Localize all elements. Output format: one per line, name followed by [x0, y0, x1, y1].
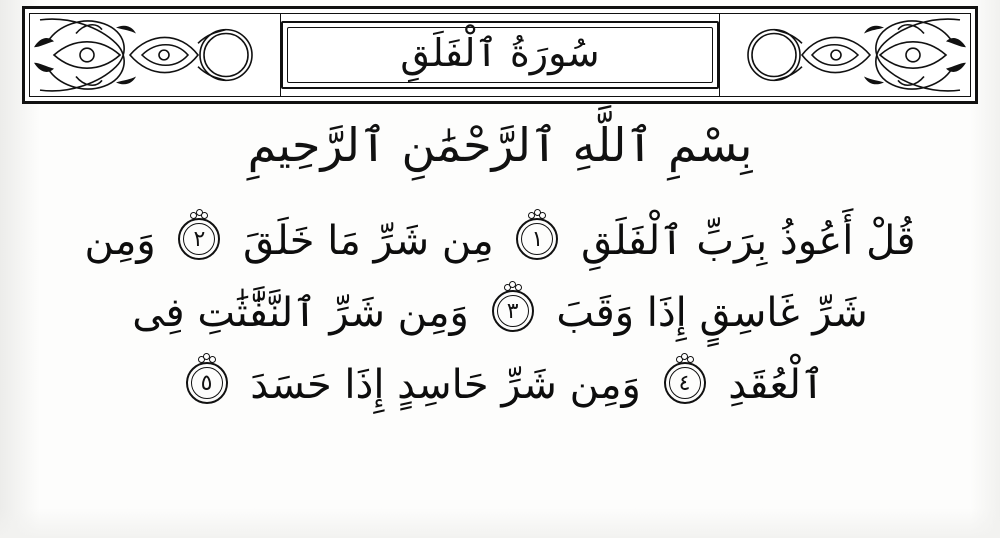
page-edge-shading-bottom [0, 508, 1000, 538]
ayah-text: مِن شَرِّ مَا خَلَقَ [243, 218, 494, 264]
ayah-number: ١ [531, 227, 544, 252]
ayah-number-medallion [186, 362, 228, 404]
ayah-text: وَمِن [84, 218, 156, 264]
ayah-number: ٣ [506, 299, 519, 324]
surah-header-inner-frame [29, 13, 971, 97]
ayah-number-medallion [492, 290, 534, 332]
ayah-number-medallion [516, 218, 558, 260]
ayah-number: ٥ [200, 371, 213, 396]
ayah-number-medallion [664, 362, 706, 404]
ayah-line-2 [38, 277, 962, 349]
ayah-number: ٢ [193, 227, 206, 252]
surah-header-banner [22, 6, 978, 104]
surah-title-plate [281, 21, 719, 89]
ayah-text: ٱلْعُقَدِ [728, 362, 825, 408]
ayah-line-3 [38, 349, 962, 421]
ayah-text: شَرِّ غَاسِقٍ إِذَا وَقَبَ [556, 290, 868, 336]
ayah-text: وَمِن شَرِّ ٱلنَّفَّٰثَٰتِ فِى [132, 290, 469, 336]
ayah-body [38, 205, 962, 421]
ayah-number-medallion [178, 218, 220, 260]
ayah-number: ٤ [678, 371, 691, 396]
basmala-line: بِسْمِ ٱللَّهِ ٱلرَّحْمَٰنِ ٱلرَّحِيمِ [247, 118, 753, 172]
arabesque-ornament-icon-left [30, 14, 281, 96]
arabesque-ornament-icon-right [719, 14, 970, 96]
ayah-text: وَمِن شَرِّ حَاسِدٍ إِذَا حَسَدَ [250, 362, 641, 408]
surah-title: سُورَةُ ٱلْفَلَقِ [400, 31, 600, 75]
ayah-text: قُلْ أَعُوذُ بِرَبِّ ٱلْفَلَقِ [581, 218, 916, 264]
ayah-line-1 [38, 205, 962, 277]
